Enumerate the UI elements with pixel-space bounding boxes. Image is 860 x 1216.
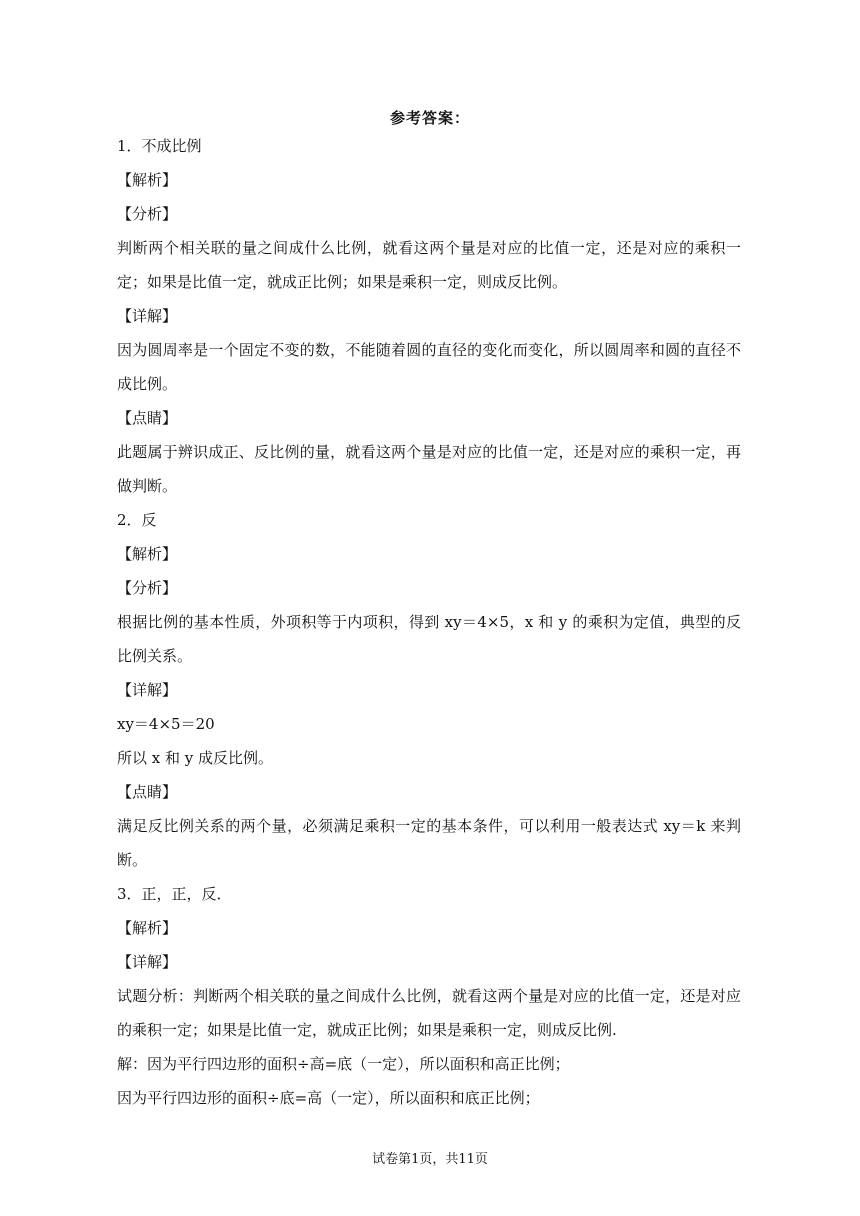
q1-answer: 1．不成比例 (117, 137, 202, 155)
q2-fenxi-text: 根据比例的基本性质，外项积等于内项积，得到 xy＝4×5，x 和 y 的乘积为定值，典型的反比例关系。 (117, 613, 741, 665)
q1-fenxi-label: 【分析】 (117, 205, 178, 223)
page-footer: 试卷第1页，共11页 (372, 1152, 488, 1167)
q1-jiexi-label: 【解析】 (117, 171, 178, 189)
q1-dianjing-label: 【点睛】 (117, 409, 178, 427)
answer-key-title: 参考答案： (389, 109, 470, 127)
q3-jiexi-label: 【解析】 (117, 919, 178, 937)
q3-xiangjie-label: 【详解】 (117, 953, 178, 971)
q3-solution-line-1: 解：因为平行四边形的面积÷高=底（一定），所以面积和高正比例； (117, 1055, 570, 1073)
q1-dianjing-text: 此题属于辨识成正、反比例的量，就看这两个量是对应的比值一定，还是对应的乘积一定，再做判断。 (117, 443, 741, 495)
q2-jiexi-label: 【解析】 (117, 545, 178, 563)
q2-answer: 2．反 (117, 511, 157, 529)
q2-formula: xy＝4×5＝20 (117, 715, 215, 733)
q3-answer: 3．正，正，反． (117, 885, 232, 903)
q2-dianjing-label: 【点睛】 (117, 783, 178, 801)
q3-solution-line-2: 因为平行四边形的面积÷底=高（一定），所以面积和底正比例； (117, 1089, 540, 1107)
answer-content (117, 129, 741, 1115)
q1-fenxi-text: 判断两个相关联的量之间成什么比例，就看这两个量是对应的比值一定，还是对应的乘积一定；如果是比值一定，就成正比例；如果是乘积一定，则成反比例。 (117, 239, 741, 291)
q2-fenxi-label: 【分析】 (117, 579, 178, 597)
q3-analysis-text: 试题分析：判断两个相关联的量之间成什么比例，就看这两个量是对应的比值一定，还是对应的乘积一定；如果是比值一定，就成正比例；如果是乘积一定，则成反比例. (117, 987, 741, 1039)
q2-conclusion: 所以 x 和 y 成反比例。 (117, 749, 274, 767)
q1-xiangjie-text: 因为圆周率是一个固定不变的数，不能随着圆的直径的变化而变化，所以圆周率和圆的直径不成比例。 (117, 341, 741, 393)
q2-dianjing-text: 满足反比例关系的两个量，必须满足乘积一定的基本条件，可以利用一般表达式 xy＝k 来判断。 (117, 817, 741, 869)
q1-xiangjie-label: 【详解】 (117, 307, 178, 325)
q2-xiangjie-label: 【详解】 (117, 681, 178, 699)
